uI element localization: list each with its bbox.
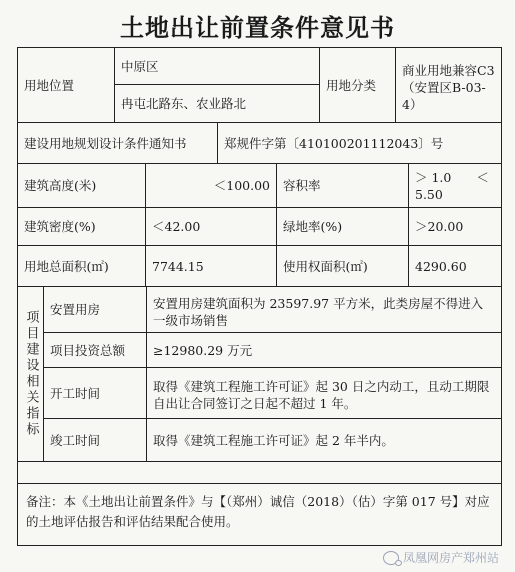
green-ratio-label: 绿地率(%) xyxy=(277,208,409,246)
plot-ratio-label: 容积率 xyxy=(277,164,409,208)
land-category-value: 商业用地兼容C3（安置区B-03-4） xyxy=(396,48,501,123)
completion-time-label: 竣工时间 xyxy=(44,419,147,462)
conditions-table xyxy=(17,47,502,546)
use-right-area-label: 使用权面积(㎡) xyxy=(277,246,409,287)
building-height-label: 建筑高度(米) xyxy=(18,164,146,208)
total-area-label: 用地总面积(㎡) xyxy=(18,246,146,287)
location-district: 中原区 xyxy=(115,48,320,85)
planning-notice-value: 郑规件字第〔410100201112043〕号 xyxy=(218,123,501,164)
watermark: 凤凰网房产郑州站 xyxy=(383,549,499,566)
wechat-icon xyxy=(383,551,399,565)
planning-notice-label: 建设用地规划设计条件通知书 xyxy=(18,123,218,164)
use-right-area-value: 4290.60 xyxy=(409,246,501,287)
plot-ratio-value: ＞ 1.0 ＜ 5.50 xyxy=(409,164,501,208)
total-area-value: 7744.15 xyxy=(146,246,277,287)
completion-time-value: 取得《建筑工程施工许可证》起 2 年半内。 xyxy=(147,419,501,462)
document-title: 土地出让前置条件意见书 xyxy=(120,13,395,42)
green-ratio-value: ＞20.00 xyxy=(409,208,501,246)
land-category-label: 用地分类 xyxy=(320,48,396,123)
location-road: 冉屯北路东、农业路北 xyxy=(115,85,320,123)
remarks-note: 备注：本《土地出让前置条件》与【（郑州）诚信（2018）（估）字第 017 号】对应的土地评估报告和评估结果配合使用。 xyxy=(26,494,490,529)
start-time-label: 开工时间 xyxy=(44,368,147,419)
investment-total-label: 项目投资总额 xyxy=(44,333,147,368)
indicators-group-label: 项目建设相关指标 xyxy=(18,287,44,462)
investment-total-value: ≥12980.29 万元 xyxy=(147,333,501,368)
blank-row xyxy=(18,462,501,484)
building-density-value: ＜42.00 xyxy=(146,208,277,246)
resettlement-housing-label: 安置用房 xyxy=(44,287,147,333)
building-height-value: ＜100.00 xyxy=(146,164,277,208)
building-density-label: 建筑密度(%) xyxy=(18,208,146,246)
resettlement-housing-value: 安置用房建筑面积为 23597.97 平方米，此类房屋不得进入一级市场销售 xyxy=(147,287,501,333)
location-label: 用地位置 xyxy=(18,48,115,123)
start-time-value: 取得《建筑工程施工许可证》起 30 日之内动工，且动工期限自出让合同签订之日起不超过 1 年。 xyxy=(147,368,501,419)
